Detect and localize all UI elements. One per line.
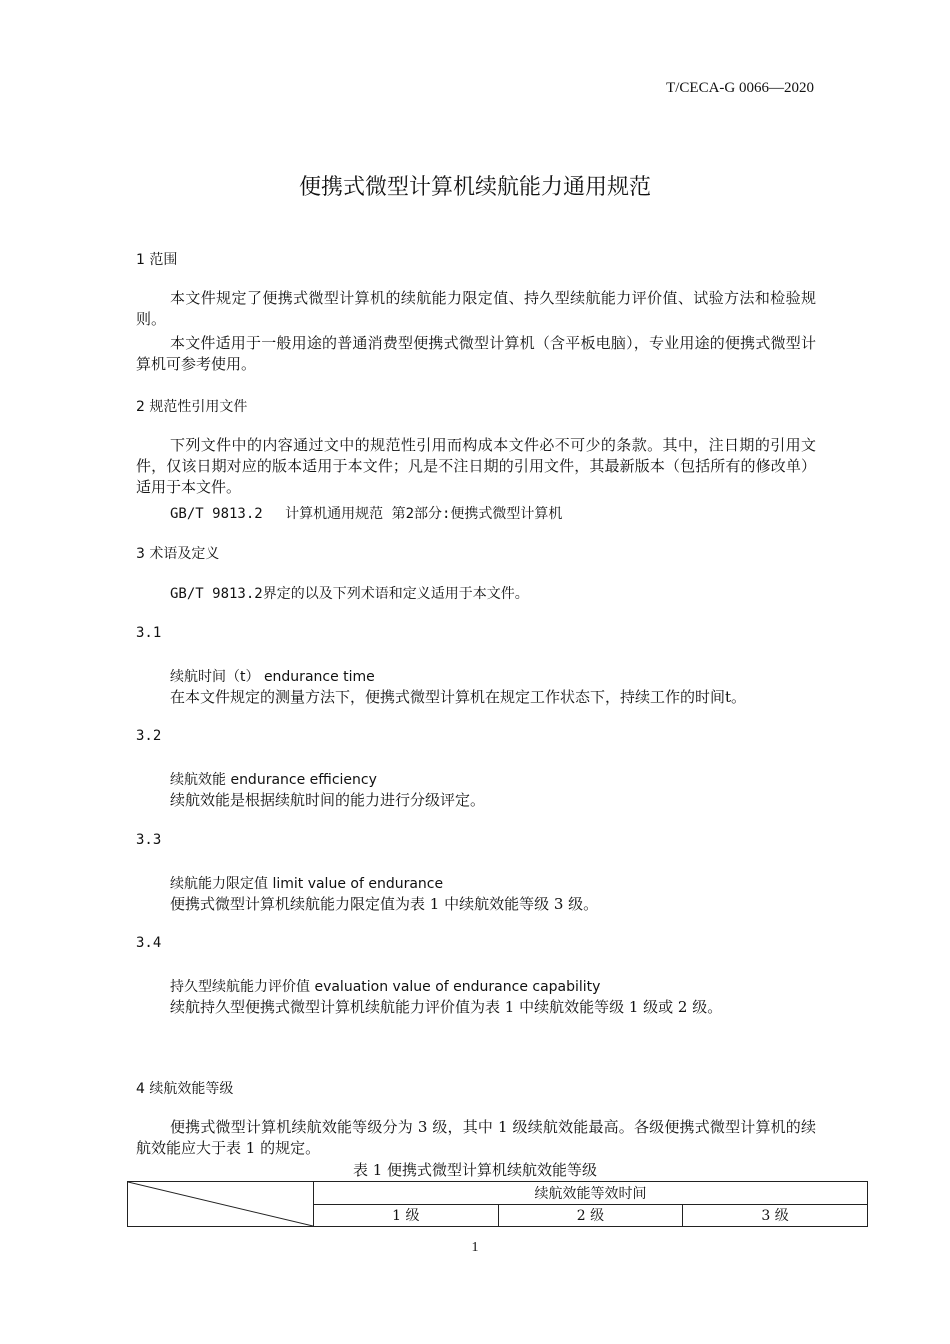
section-1-heading: 1 范围 [136,252,178,268]
section-3-heading: 3 术语及定义 [136,546,220,562]
term-number: 3.4 [136,935,162,951]
document-title: 便携式微型计算机续航能力通用规范 [298,175,651,200]
section-4-heading: 4 续航效能等级 [136,1081,234,1097]
section-2-para-1: 下列文件中的内容通过文中的规范性引用而构成本文件必不可少的条款。其中，注日期的引用文件，仅该日期对应的版本适用于本文件；凡是不注日期的引用文件，其最新版本（包括所有的修改单）适用于本文件。 [136,436,816,496]
term-definition: 续航效能是根据续航时间的能力进行分级评定。 [170,791,486,809]
term-definition: 便携式微型计算机续航能力限定值为表 1 中续航效能等级 3 级。 [170,895,599,913]
term-number: 3.3 [136,832,162,848]
term-number: 3.1 [136,625,162,641]
table-corner-cell [128,1182,314,1227]
term-definition: 在本文件规定的测量方法下，便携式微型计算机在规定工作状态下，持续工作的时间t。 [170,688,747,706]
term-name: 续航能力限定值 limit value of endurance [170,876,444,892]
term-name: 续航效能 endurance efficiency [170,772,377,788]
table-caption: 表 1 便携式微型计算机续航效能等级 [352,1161,598,1179]
endurance-level-table [127,1181,868,1227]
table-level-cell: 1 级 [314,1204,499,1227]
section-1-para-2: 本文件适用于一般用途的普通消费型便携式微型计算机（含平板电脑），专业用途的便携式微型计算机可参考使用。 [136,334,816,373]
term-definition: 续航持久型便携式微型计算机续航能力评价值为表 1 中续航效能等级 1 级或 2 级。 [170,998,723,1016]
page-number: 1 [471,1240,479,1255]
term-name: 续航时间（t） endurance time [170,669,375,685]
table-level-cell: 3 级 [683,1204,868,1227]
section-4-para-1: 便携式微型计算机续航效能等级分为 3 级，其中 1 级续航效能最高。各级便携式微型计算机的续航效能应大于表 1 的规定。 [136,1118,816,1157]
normative-reference: GB/T 9813.2 计算机通用规范 第2部分:便携式微型计算机 [170,506,563,522]
section-2-heading: 2 规范性引用文件 [136,399,248,415]
standard-number: T/CECA-G 0066—2020 [666,80,814,96]
table-level-cell: 2 级 [498,1204,683,1227]
section-3-para-1: GB/T 9813.2界定的以及下列术语和定义适用于本文件。 [170,586,529,602]
term-number: 3.2 [136,728,162,744]
term-name: 持久型续航能力评价值 evaluation value of endurance capability [170,979,601,995]
section-1-para-1: 本文件规定了便携式微型计算机的续航能力限定值、持久型续航能力评价值、试验方法和检验规则。 [136,289,816,328]
table-header: 续航效能等效时间 [314,1182,868,1205]
diagonal-line [128,1182,313,1226]
